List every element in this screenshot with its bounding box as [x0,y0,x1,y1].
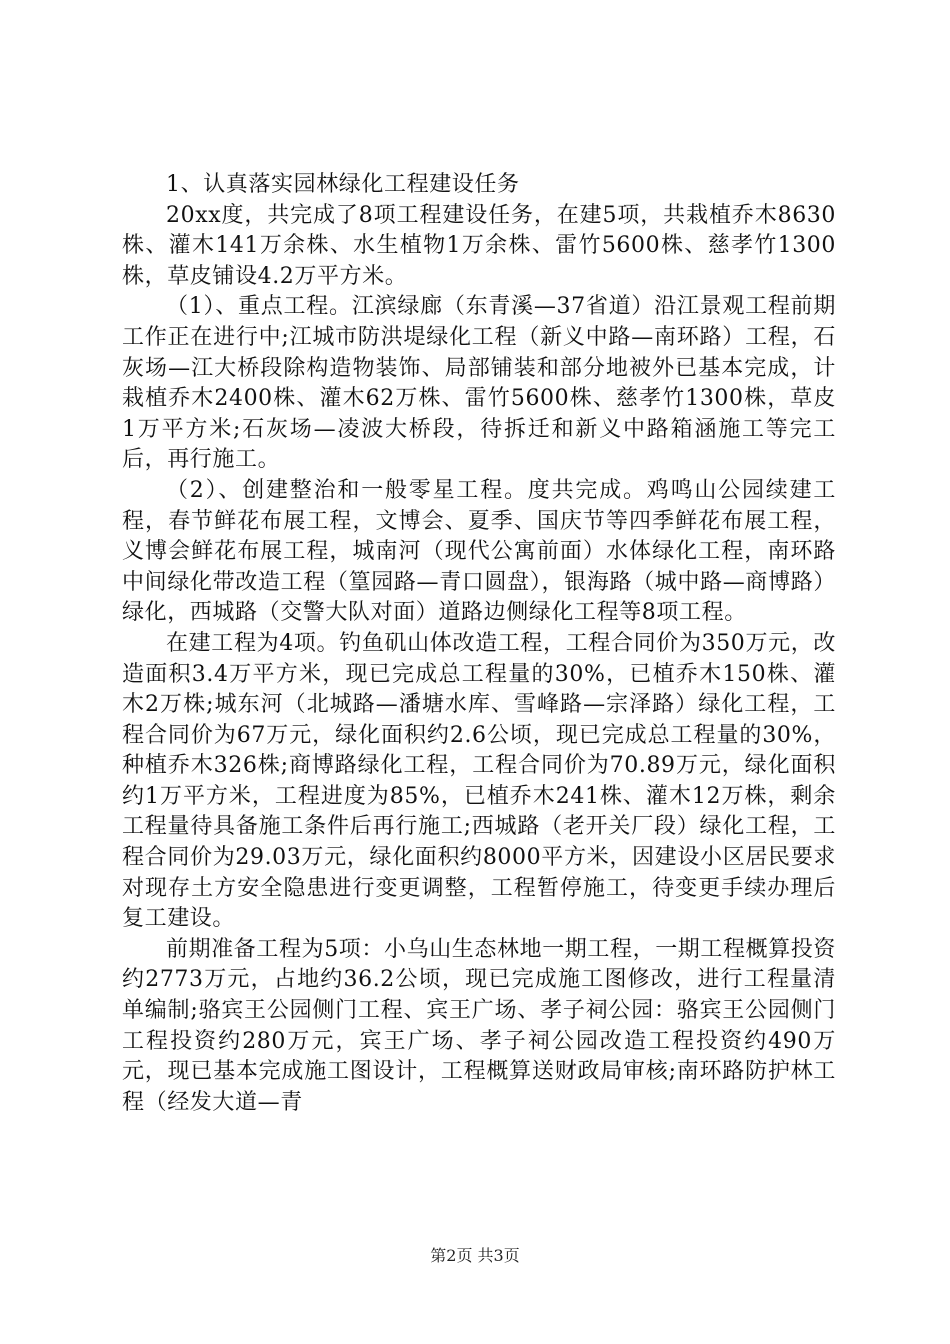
ongoing-projects-paragraph: 在建工程为4项。钓鱼矶山体改造工程，工程合同价为350万元，改造面积3.4万平方米，现已完成总工程量的30%，已植乔木150株、灌木2万株;城东河（北城路—潘塘水库、雪峰路—宗泽路）绿化工程，工程合同价为67万元，绿化面积约2.6公顷，现已完成总工程量的30%，种植乔木326株;商博路绿化工程，工程合同价为70.89万元，绿化面积约1万平方米，工程进度为85%，已植乔木241株、灌木12万株，剩余工程量待具备施工条件后再行施工;西城路（老开关厂段）绿化工程，工程合同价为29.03万元，绿化面积约8000平方米，因建设小区居民要求对现存土方安全隐患进行变更调整，工程暂停施工，待变更手续办理后复工建设。 [122,630,836,932]
section-heading: 1、认真落实园林绿化工程建设任务 [166,172,520,197]
page-number-footer: 第2页 共3页 [430,1246,520,1265]
document-body [122,170,836,1118]
minor-projects-paragraph: （2）、创建整治和一般零星工程。度共完成。鸡鸣山公园续建工程，春节鲜花布展工程，文博会、夏季、国庆节等四季鲜花布展工程，义博会鲜花布展工程，城南河（现代公寓前面）水体绿化工程，南环路中间绿化带改造工程（篁园路—青口圆盘），银海路（城中路—商博路）绿化，西城路（交警大队对面）道路边侧绿化工程等8项工程。 [122,477,836,626]
key-projects-paragraph: （1）、重点工程。江滨绿廊（东青溪—37省道）沿江景观工程前期工作正在进行中;江城市防洪堤绿化工程（新义中路—南环路）工程，石灰场—江大桥段除构造物装饰、局部铺装和部分地被外已基本完成，计栽植乔木2400株、灌木62万株、雷竹5600株、慈孝竹1300株，草皮1万平方米;石灰场—凌波大桥段，待拆迁和新义中路箱涵施工等完工后，再行施工。 [122,294,836,473]
preparation-projects-paragraph: 前期准备工程为5项：小乌山生态林地一期工程，一期工程概算投资约2773万元，占地约36.2公顷，现已完成施工图修改，进行工程量清单编制;骆宾王公园侧门工程、宾王广场、孝子祠公园：骆宾王公园侧门工程投资约280万元，宾王广场、孝子祠公园改造工程投资约490万元，现已基本完成施工图设计，工程概算送财政局审核;南环路防护林工程（经发大道—青 [122,936,836,1115]
summary-paragraph: 20xx度，共完成了8项工程建设任务，在建5项，共栽植乔木8630株、灌木141万余株、水生植物1万余株、雷竹5600株、慈孝竹1300株，草皮铺设4.2万平方米。 [122,202,836,289]
